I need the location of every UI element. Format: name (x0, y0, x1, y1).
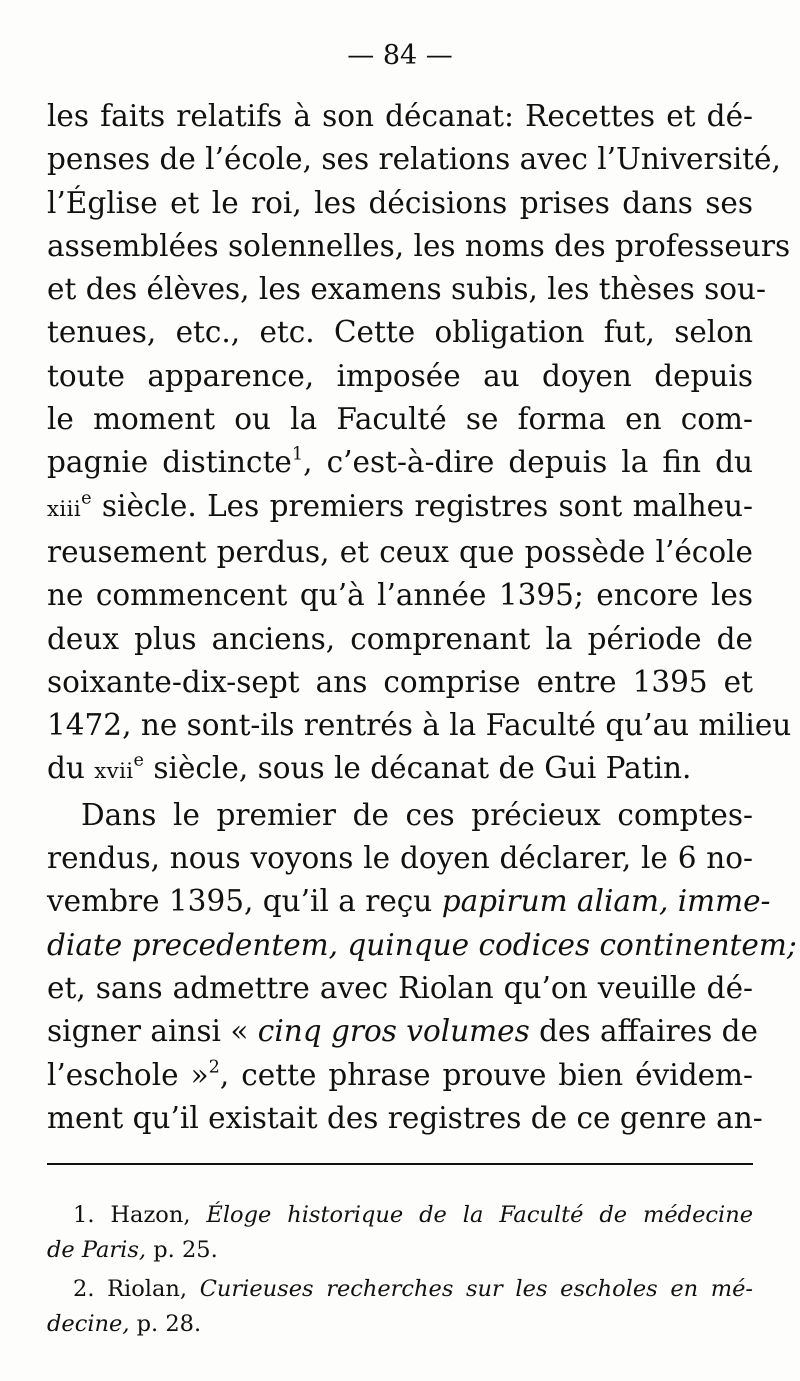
text-line-15: 1472, ne sont-ils rentrés à la Faculté qu’au milieu (47, 708, 792, 743)
footnote-number: 1. (73, 1202, 111, 1228)
text-fragment: pagnie distincte (47, 445, 292, 480)
text-line-24: ment qu’il existait des registres de ce genre an- (47, 1100, 763, 1135)
latin-quote: diate precedentem, quinque codices continentem; (47, 927, 797, 962)
text-fragment: , cette phrase prouve bien évidem- (219, 1057, 753, 1092)
text-line-3: l’Église et le roi, les décisions prises dans ses (47, 185, 753, 220)
text-fragment: signer ainsi « (47, 1014, 258, 1049)
footnote-page: p. 28. (129, 1310, 202, 1337)
text-line-14: soixante-dix-sept ans comprise entre 1395 et (47, 664, 753, 699)
footnote-line (47, 1272, 753, 1307)
footnote-line (47, 1233, 753, 1268)
footnote-title: decine, (47, 1310, 130, 1337)
text-line-5: et des élèves, les examens subis, les thèses sou- (47, 272, 767, 307)
text-line-22 (47, 1010, 758, 1053)
text-line-7: toute apparence, imposée au doyen depuis (47, 358, 753, 393)
text-line-11: reusement perdus, et ceux que possède l’école (47, 534, 753, 569)
text-fragment: siècle, sous le décanat de Gui Patin. (144, 751, 692, 786)
text-line-6: tenues, etc., etc. Cette obligation fut, selon (47, 315, 753, 350)
ordinal-suffix: e (81, 488, 92, 509)
text-line-8: le moment ou la Faculté se forma en com- (47, 402, 753, 437)
text-line-17: Dans le premier de ces précieux comptes- (81, 797, 753, 832)
latin-quote: papirum aliam, imme- (441, 884, 771, 919)
footnote-divider (47, 1163, 753, 1165)
footnote-page: p. 25. (146, 1236, 218, 1263)
footnote-1 (47, 1198, 753, 1267)
text-fragment: l’eschole » (47, 1057, 209, 1092)
text-line-16 (47, 747, 753, 793)
text-line-19 (47, 880, 771, 923)
ordinal-suffix: e (133, 751, 144, 772)
text-line-21: et, sans admettre avec Riolan qu’on veuille dé- (47, 970, 753, 1005)
footnotes (47, 1198, 753, 1341)
footnote-title: Curieuses recherches sur les escholes en mé- (199, 1276, 754, 1302)
text-line-10 (47, 485, 753, 531)
roman-numeral: xvii (94, 759, 134, 785)
text-line-13: deux plus anciens, comprenant la période de (47, 621, 753, 656)
footnote-author: Riolan, (107, 1276, 200, 1302)
footnote-line (47, 1198, 753, 1233)
text-fragment: des affaires de (529, 1014, 758, 1049)
footnote-title: de Paris, (47, 1236, 147, 1263)
page-number: — 84 — (347, 40, 453, 71)
body-text (47, 95, 797, 1140)
footnote-2 (47, 1272, 753, 1341)
footnote-number: 2. (73, 1276, 108, 1302)
text-line-12: ne commencent qu’à l’année 1395; encore les (47, 578, 753, 613)
text-line-9 (47, 441, 753, 484)
footnote-author: Hazon, (110, 1202, 207, 1228)
footnote-ref-1: 1 (291, 445, 304, 465)
text-fragment: du (47, 751, 95, 786)
text-line-20 (47, 924, 797, 967)
footnote-ref-2: 2 (208, 1057, 220, 1078)
text-line-4: assemblées solennelles, les noms des professeurs (47, 228, 791, 263)
text-line-18: rendus, nous voyons le doyen déclarer, le 6 no- (47, 841, 753, 876)
text-fragment: vembre 1395, qu’il a reçu (47, 884, 442, 919)
text-line-1: les faits relatifs à son décanat: Recettes et dé- (47, 99, 753, 133)
roman-numeral: xiii (47, 496, 82, 522)
footnote-title: Éloge historique de la Faculté de médecine (206, 1202, 754, 1228)
text-fragment: siècle. Les premiers registres sont malheu- (91, 488, 753, 523)
text-line-2: penses de l’école, ses relations avec l’Université, (47, 142, 781, 177)
text-line-23 (47, 1054, 753, 1097)
footnote-line (47, 1307, 753, 1342)
text-fragment: , c’est-à-dire depuis la fin du (303, 445, 753, 480)
quoted-phrase: cinq gros volumes (257, 1014, 530, 1049)
